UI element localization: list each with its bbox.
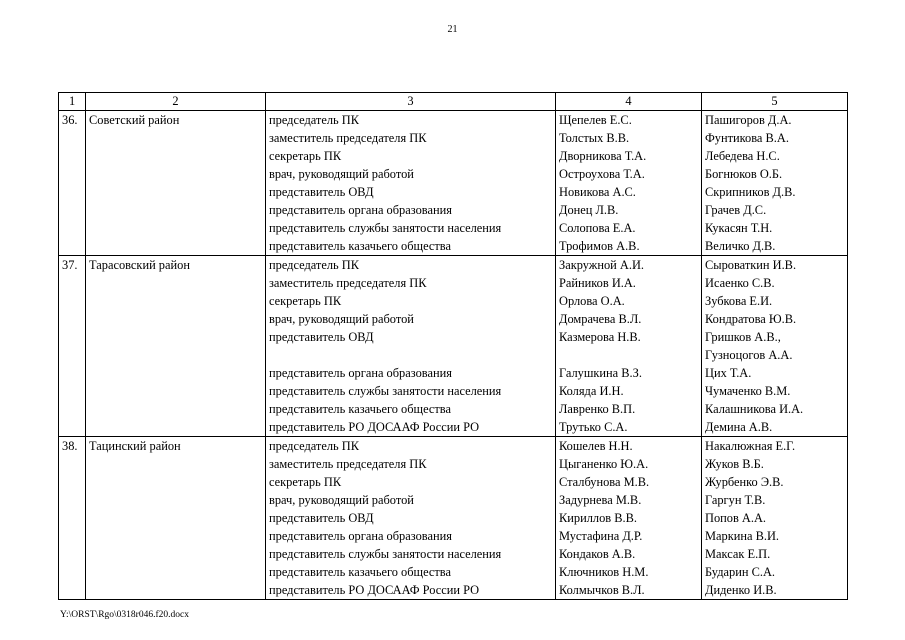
header-col-2: 2 <box>86 93 266 111</box>
reserve-name: Пашигоров Д.А. <box>705 113 792 127</box>
reserve-name: Журбенко Э.В. <box>705 475 784 489</box>
header-col-1: 1 <box>59 93 86 111</box>
member-name: Задурнева М.В. <box>559 493 642 507</box>
reserve-name: Максак Е.П. <box>705 547 771 561</box>
member-name: Орлова О.А. <box>559 294 625 308</box>
role: представитель РО ДОСААФ России РО <box>269 420 480 434</box>
reserve-name: Маркина В.И. <box>705 529 779 543</box>
reserve-name: Сыроваткин И.В. <box>705 258 797 272</box>
reserve-name: Исаенко С.В. <box>705 276 775 290</box>
member-name: Домрачева В.Л. <box>559 312 642 326</box>
member-name: Трутько С.А. <box>559 420 628 434</box>
role: заместитель председателя ПК <box>269 276 427 290</box>
role: председатель ПК <box>269 113 359 127</box>
member-name <box>559 346 701 364</box>
role: представитель службы занятости населения <box>269 384 502 398</box>
role: представитель органа образования <box>269 529 452 543</box>
reserve-name: Зубкова Е.И. <box>705 294 773 308</box>
roles-cell <box>266 111 556 256</box>
reserve-name: Скрипников Д.В. <box>705 185 796 199</box>
role: представитель казачьего общества <box>269 565 451 579</box>
reserves-cell <box>702 256 848 437</box>
header-col-3: 3 <box>266 93 556 111</box>
district-name: Советский район <box>86 111 266 256</box>
member-name: Райников И.А. <box>559 276 636 290</box>
member-name: Новикова А.С. <box>559 185 636 199</box>
row-number: 38. <box>59 437 86 600</box>
role: представитель ОВД <box>269 185 374 199</box>
reserve-name: Цих Т.А. <box>705 366 752 380</box>
member-name: Мустафина Д.Р. <box>559 529 643 543</box>
member-name: Донец Л.В. <box>559 203 619 217</box>
reserves-cell <box>702 111 848 256</box>
role: врач, руководящий работой <box>269 312 414 326</box>
reserve-name: Диденко И.В. <box>705 583 777 597</box>
role: представитель казачьего общества <box>269 402 451 416</box>
reserve-name: Величко Д.В. <box>705 239 776 253</box>
member-name: Ключников Н.М. <box>559 565 649 579</box>
roles-cell <box>266 437 556 600</box>
role: председатель ПК <box>269 258 359 272</box>
row-number: 37. <box>59 256 86 437</box>
member-name: Толстых В.В. <box>559 131 630 145</box>
role: врач, руководящий работой <box>269 493 414 507</box>
reserve-name: Гришков А.В., <box>705 330 781 344</box>
role: представитель ОВД <box>269 330 374 344</box>
member-name: Остроухова Т.А. <box>559 167 645 181</box>
member-name: Закружной А.И. <box>559 258 644 272</box>
member-name: Кошелев Н.Н. <box>559 439 633 453</box>
member-name: Казмерова Н.В. <box>559 330 641 344</box>
role: секретарь ПК <box>269 149 342 163</box>
role: заместитель председателя ПК <box>269 457 427 471</box>
role: представитель РО ДОСААФ России РО <box>269 583 480 597</box>
role: секретарь ПК <box>269 294 342 308</box>
member-name: Кириллов В.В. <box>559 511 637 525</box>
role <box>269 346 555 364</box>
member-name: Коляда И.Н. <box>559 384 624 398</box>
reserves-cell <box>702 437 848 600</box>
role: представитель органа образования <box>269 366 452 380</box>
reserve-name: Кукасян Т.Н. <box>705 221 773 235</box>
table-row <box>59 111 848 256</box>
member-name: Галушкина В.З. <box>559 366 642 380</box>
roles-cell <box>266 256 556 437</box>
footer-file-path: Y:\ORST\Rgo\0318r046.f20.docx <box>60 610 189 620</box>
reserve-name: Фунтикова В.А. <box>705 131 789 145</box>
reserve-name: Демина А.В. <box>705 420 773 434</box>
reserve-name: Чумаченко В.М. <box>705 384 791 398</box>
table-row <box>59 256 848 437</box>
member-name: Солопова Е.А. <box>559 221 636 235</box>
reserve-name: Попов А.А. <box>705 511 767 525</box>
member-name: Кондаков А.В. <box>559 547 636 561</box>
reserve-name: Жуков В.Б. <box>705 457 764 471</box>
reserve-name: Гаргун Т.В. <box>705 493 766 507</box>
commission-table <box>58 92 848 600</box>
header-col-5: 5 <box>702 93 848 111</box>
reserve-name: Грачев Д.С. <box>705 203 767 217</box>
members-cell <box>556 437 702 600</box>
reserve-name: Калашникова И.А. <box>705 402 804 416</box>
member-name: Щепелев Е.С. <box>559 113 632 127</box>
reserve-name: Бударин С.А. <box>705 565 775 579</box>
reserve-name: Лебедева Н.С. <box>705 149 780 163</box>
page-number: 21 <box>447 24 458 35</box>
header-col-4: 4 <box>556 93 702 111</box>
row-number: 36. <box>59 111 86 256</box>
role: представитель службы занятости населения <box>269 547 502 561</box>
members-cell <box>556 111 702 256</box>
members-cell <box>556 256 702 437</box>
role: врач, руководящий работой <box>269 167 414 181</box>
reserve-name: Богнюков О.Б. <box>705 167 783 181</box>
member-name: Лавренко В.П. <box>559 402 636 416</box>
table-row <box>59 437 848 600</box>
role: представитель службы занятости населения <box>269 221 502 235</box>
header-row <box>59 93 848 111</box>
role: секретарь ПК <box>269 475 342 489</box>
member-name: Дворникова Т.А. <box>559 149 647 163</box>
member-name: Трофимов А.В. <box>559 239 640 253</box>
member-name: Сталбунова М.В. <box>559 475 650 489</box>
reserve-name: Накалюжная Е.Г. <box>705 439 796 453</box>
reserve-name: Кондратова Ю.В. <box>705 312 797 326</box>
district-name: Тарасовский район <box>86 256 266 437</box>
role: представитель органа образования <box>269 203 452 217</box>
member-name: Цыганенко Ю.А. <box>559 457 649 471</box>
reserve-name: Гузноцогов А.А. <box>705 348 793 362</box>
role: представитель ОВД <box>269 511 374 525</box>
member-name: Колмычков В.Л. <box>559 583 645 597</box>
role: заместитель председателя ПК <box>269 131 427 145</box>
district-name: Тацинский район <box>86 437 266 600</box>
role: председатель ПК <box>269 439 359 453</box>
role: представитель казачьего общества <box>269 239 451 253</box>
